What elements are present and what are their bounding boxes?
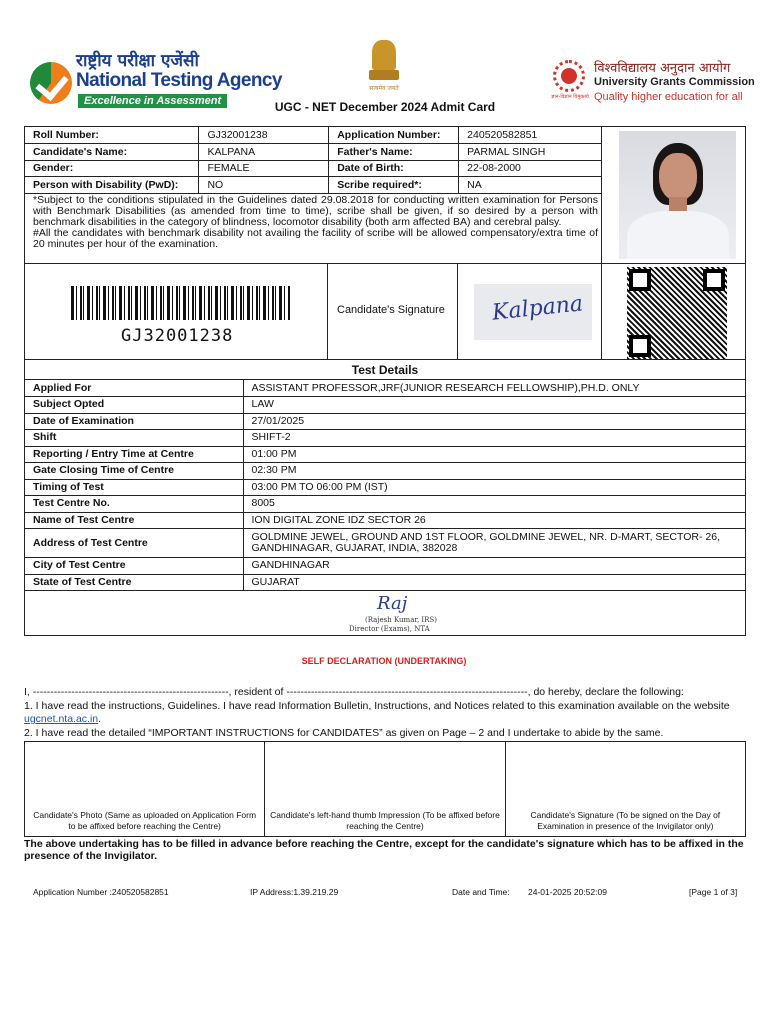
- thumb-box-label: Candidate's left-hand thumb Impression (To be affixed before reaching the Centre): [270, 810, 500, 831]
- qr-code: [627, 267, 727, 359]
- test-detail-label: Applied For: [25, 380, 243, 397]
- website-link[interactable]: ugcnet.nta.ac.in: [24, 713, 99, 725]
- director-designation: Director (Exams), NTA: [349, 625, 430, 633]
- test-detail-value: 03:00 PM TO 06:00 PM (IST): [243, 479, 745, 496]
- candidate-info: [25, 127, 745, 264]
- footer-page-number: [Page 1 of 3]: [689, 887, 738, 897]
- table-row: [25, 529, 745, 558]
- signature-box-label: Candidate's Signature (To be signed on the Day of Examination in presence of the Invigilator only): [530, 810, 721, 831]
- test-detail-label: State of Test Centre: [25, 574, 243, 591]
- table-row: [25, 496, 745, 513]
- dob-label: Date of Birth:: [329, 160, 459, 177]
- pwd-status: NO: [199, 177, 329, 194]
- table-row: [25, 160, 602, 177]
- nta-hindi-name: राष्ट्रीय परीक्षा एजेंसी: [76, 51, 199, 71]
- test-detail-label: Timing of Test: [25, 479, 243, 496]
- divider: [601, 264, 602, 360]
- footer-datetime-label: Date and Time:: [452, 887, 510, 897]
- candidate-photo: [619, 131, 736, 259]
- signature-label: Candidate's Signature: [337, 304, 445, 316]
- nta-tagline: Excellence in Assessment: [78, 94, 227, 108]
- scribe-note-2: #All the candidates with benchmark disability not availing the facility of scribe will be allowed compensatory/extra time of 20 minutes per hour of the examination.: [33, 227, 598, 250]
- test-details-title: Test Details: [25, 360, 745, 380]
- table-row: [25, 512, 745, 529]
- father-label: Father's Name:: [329, 144, 459, 161]
- ugc-sun-icon: [550, 58, 588, 104]
- test-detail-value: 8005: [243, 496, 745, 513]
- admit-card-box: [24, 126, 746, 636]
- test-detail-value: 02:30 PM: [243, 463, 745, 480]
- state-emblem: [365, 38, 403, 98]
- test-detail-label: Gate Closing Time of Centre: [25, 463, 243, 480]
- table-row: [25, 413, 745, 430]
- signature-box: [506, 742, 745, 836]
- father-name: PARMAL SINGH: [459, 144, 602, 161]
- footer-datetime: 24-01-2025 20:52:09: [528, 887, 607, 897]
- signature-row: [25, 264, 745, 360]
- thumb-box: [265, 742, 505, 836]
- test-detail-label: Date of Examination: [25, 413, 243, 430]
- table-row: [25, 463, 745, 480]
- nta-name: National Testing Agency: [76, 70, 282, 91]
- director-sign-scrawl: Raj: [377, 593, 408, 614]
- test-detail-value: LAW: [243, 397, 745, 414]
- test-detail-label: Shift: [25, 430, 243, 447]
- test-detail-value: ASSISTANT PROFESSOR,JRF(JUNIOR RESEARCH FELLOWSHIP),PH.D. ONLY: [243, 380, 745, 397]
- declaration-line-2: [24, 700, 746, 727]
- nta-check-icon: [30, 62, 72, 104]
- declaration-line-2-end: .: [98, 713, 102, 725]
- scribe-note-1: *Subject to the conditions stipulated in the Guidelines dated 29.08.2018 for conducting written examination for Persons with Benchmark Disabilities (as amended from time to time), scribe shall be given, if so desired by a person with benchmark disabilities in the category of blindness, locomotor disability (both arm affected BA) and cerebral palsy.: [33, 194, 598, 228]
- test-detail-label: Reporting / Entry Time at Centre: [25, 446, 243, 463]
- application-number: 240520582851: [459, 127, 602, 144]
- director-name: (Rajesh Kumar, IRS): [365, 616, 437, 624]
- declaration-line-2-text: 1. I have read the instructions, Guidelines. I have read Information Bulletin, Instructions, and Notices related to this examination available on the website: [24, 699, 730, 712]
- test-detail-value: ION DIGITAL ZONE IDZ SECTOR 26: [243, 512, 745, 529]
- table-row: [25, 558, 745, 575]
- table-row: [25, 574, 745, 591]
- undertaking-boxes: [24, 741, 746, 837]
- table-row: [25, 127, 602, 144]
- footer-ip-address: IP Address:1.39.219.29: [250, 887, 339, 897]
- page-title: UGC - NET December 2024 Admit Card: [274, 100, 496, 114]
- date-of-birth: 22-08-2000: [459, 160, 602, 177]
- declaration-line-1: I, --------------------------------------------------------, resident of ---------------------------------------------------------------------, do hereby, declare the following:: [24, 686, 684, 698]
- table-row: [25, 397, 745, 414]
- test-detail-value: 27/01/2025: [243, 413, 745, 430]
- test-details-table: [25, 380, 745, 591]
- gender: FEMALE: [199, 160, 329, 177]
- test-detail-label: Test Centre No.: [25, 496, 243, 513]
- divider: [327, 264, 328, 360]
- ugc-name: University Grants Commission: [594, 76, 755, 88]
- scribe-status: NA: [459, 177, 602, 194]
- name-label: Candidate's Name:: [25, 144, 199, 161]
- director-signature: [25, 591, 745, 635]
- table-row: [25, 446, 745, 463]
- ugc-hindi-name: विश्वविद्यालय अनुदान आयोग: [594, 61, 731, 76]
- declaration-title: SELF DECLARATION (UNDERTAKING): [301, 656, 467, 666]
- declaration-text: [24, 686, 746, 740]
- table-row: [25, 177, 602, 194]
- table-row: [25, 479, 745, 496]
- photo-box-label: Candidate's Photo (Same as uploaded on Application Form to be affixed before reaching the Centre): [33, 810, 257, 831]
- emblem-base: [369, 70, 399, 80]
- table-row: [25, 430, 745, 447]
- footer-application-number: Application Number :240520582851: [33, 887, 169, 897]
- emblem-motto: सत्यमेव जयते: [369, 85, 399, 92]
- ugc-logo-subtext: ज्ञान-विज्ञान विमुक्तये: [551, 94, 589, 100]
- barcode: [71, 286, 291, 320]
- test-detail-value: GUJARAT: [243, 574, 745, 591]
- undertaking-warning: The above undertaking has to be filled in advance before reaching the Centre, except for the candidate's signature which has to be affixed in the presence of the Invigilator.: [24, 838, 744, 862]
- test-detail-label: Name of Test Centre: [25, 512, 243, 529]
- candidate-signature-image: [474, 284, 592, 340]
- ugc-tagline: Quality higher education for all: [594, 91, 743, 103]
- scribe-note: [25, 193, 602, 264]
- photo-box: [25, 742, 265, 836]
- test-detail-value: SHIFT-2: [243, 430, 745, 447]
- candidate-name: KALPANA: [199, 144, 329, 161]
- ugc-logo: [550, 58, 755, 108]
- test-detail-value: GOLDMINE JEWEL, GROUND AND 1ST FLOOR, GOLDMINE JEWEL, NR. D-MART, SECTOR- 26, GANDHINAGAR, GUJARAT, INDIA, 382028: [243, 529, 745, 558]
- scribe-label: Scribe required*:: [329, 177, 459, 194]
- barcode-text: GJ32001238: [121, 326, 234, 346]
- table-row: [25, 144, 602, 161]
- divider: [457, 264, 458, 360]
- table-row: [25, 380, 745, 397]
- pwd-label: Person with Disability (PwD):: [25, 177, 199, 194]
- gender-label: Gender:: [25, 160, 199, 177]
- test-detail-value: GANDHINAGAR: [243, 558, 745, 575]
- application-label: Application Number:: [329, 127, 459, 144]
- declaration-line-3: 2. I have read the detailed “IMPORTANT INSTRUCTIONS for CANDIDATES” as given on Page – 2 and I undertake to abide by the same.: [24, 726, 664, 739]
- test-detail-label: Subject Opted: [25, 397, 243, 414]
- roll-label: Roll Number:: [25, 127, 199, 144]
- test-detail-label: Address of Test Centre: [25, 529, 243, 558]
- candidate-table: [25, 127, 602, 194]
- lion-capital-icon: [372, 40, 396, 70]
- roll-number: GJ32001238: [199, 127, 329, 144]
- test-detail-label: City of Test Centre: [25, 558, 243, 575]
- signature-scrawl: Kalpana: [490, 291, 585, 326]
- test-detail-value: 01:00 PM: [243, 446, 745, 463]
